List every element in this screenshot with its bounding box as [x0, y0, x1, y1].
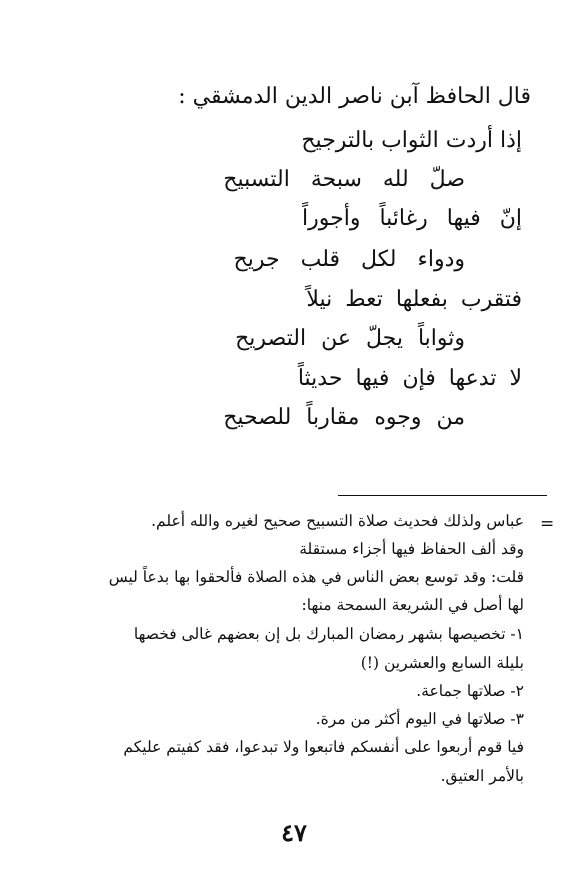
page-number: ٤٧	[281, 818, 307, 847]
poem-verse: إذا أردت الثواب بالترجيح	[301, 128, 522, 153]
poem-verse: وثواباً يجلّ عن التصريح	[235, 326, 465, 351]
footnote-line: ١- تخصيصها بشهر رمضان المبارك بل إن بعضهم غالى فخصها	[133, 625, 524, 643]
poem-heading: قال الحافظ آبن ناصر الدين الدمشقي :	[178, 84, 531, 109]
poem-verse: إنّ فيها رغائباً وأجوراً	[302, 206, 522, 231]
footnote-separator	[338, 495, 547, 496]
footnote-line: بليلة السابع والعشرين (!)	[360, 654, 524, 672]
footnote-line: بالأمر العتيق.	[440, 767, 524, 785]
poem-verse: صلّ لله سبحة التسبيح	[223, 167, 465, 192]
footnote-line: ٢- صلاتها جماعة.	[416, 682, 524, 700]
footnote-line: ٣- صلاتها في اليوم أكثر من مرة.	[315, 710, 524, 728]
footnote-line: قلت: وقد توسع بعض الناس في هذه الصلاة فألحقوا بها بدعاً ليس	[108, 568, 524, 586]
footnote-line: فيا قوم أربعوا على أنفسكم فاتبعوا ولا تبدعوا، فقد كفيتم عليكم	[123, 738, 524, 756]
poem-verse: ودواء لكل قلب جريح	[233, 247, 465, 272]
poem-verse: لا تدعها فإن فيها حديثاً	[297, 366, 522, 391]
footnote-line: وقد ألف الحفاظ فيها أجزاء مستقلة	[299, 540, 524, 558]
poem-verse: فتقرب بفعلها تعط نيلاً	[306, 287, 522, 312]
footnote-line: لها أصل في الشريعة السمحة منها:	[301, 596, 524, 614]
footnote-line: عباس ولذلك فحديث صلاة التسبيح صحيح لغيره والله أعلم.	[151, 512, 524, 530]
poem-verse: من وجوه مقارباً للصحيح	[223, 405, 465, 430]
footnote-continuation-marker: =	[540, 514, 555, 534]
